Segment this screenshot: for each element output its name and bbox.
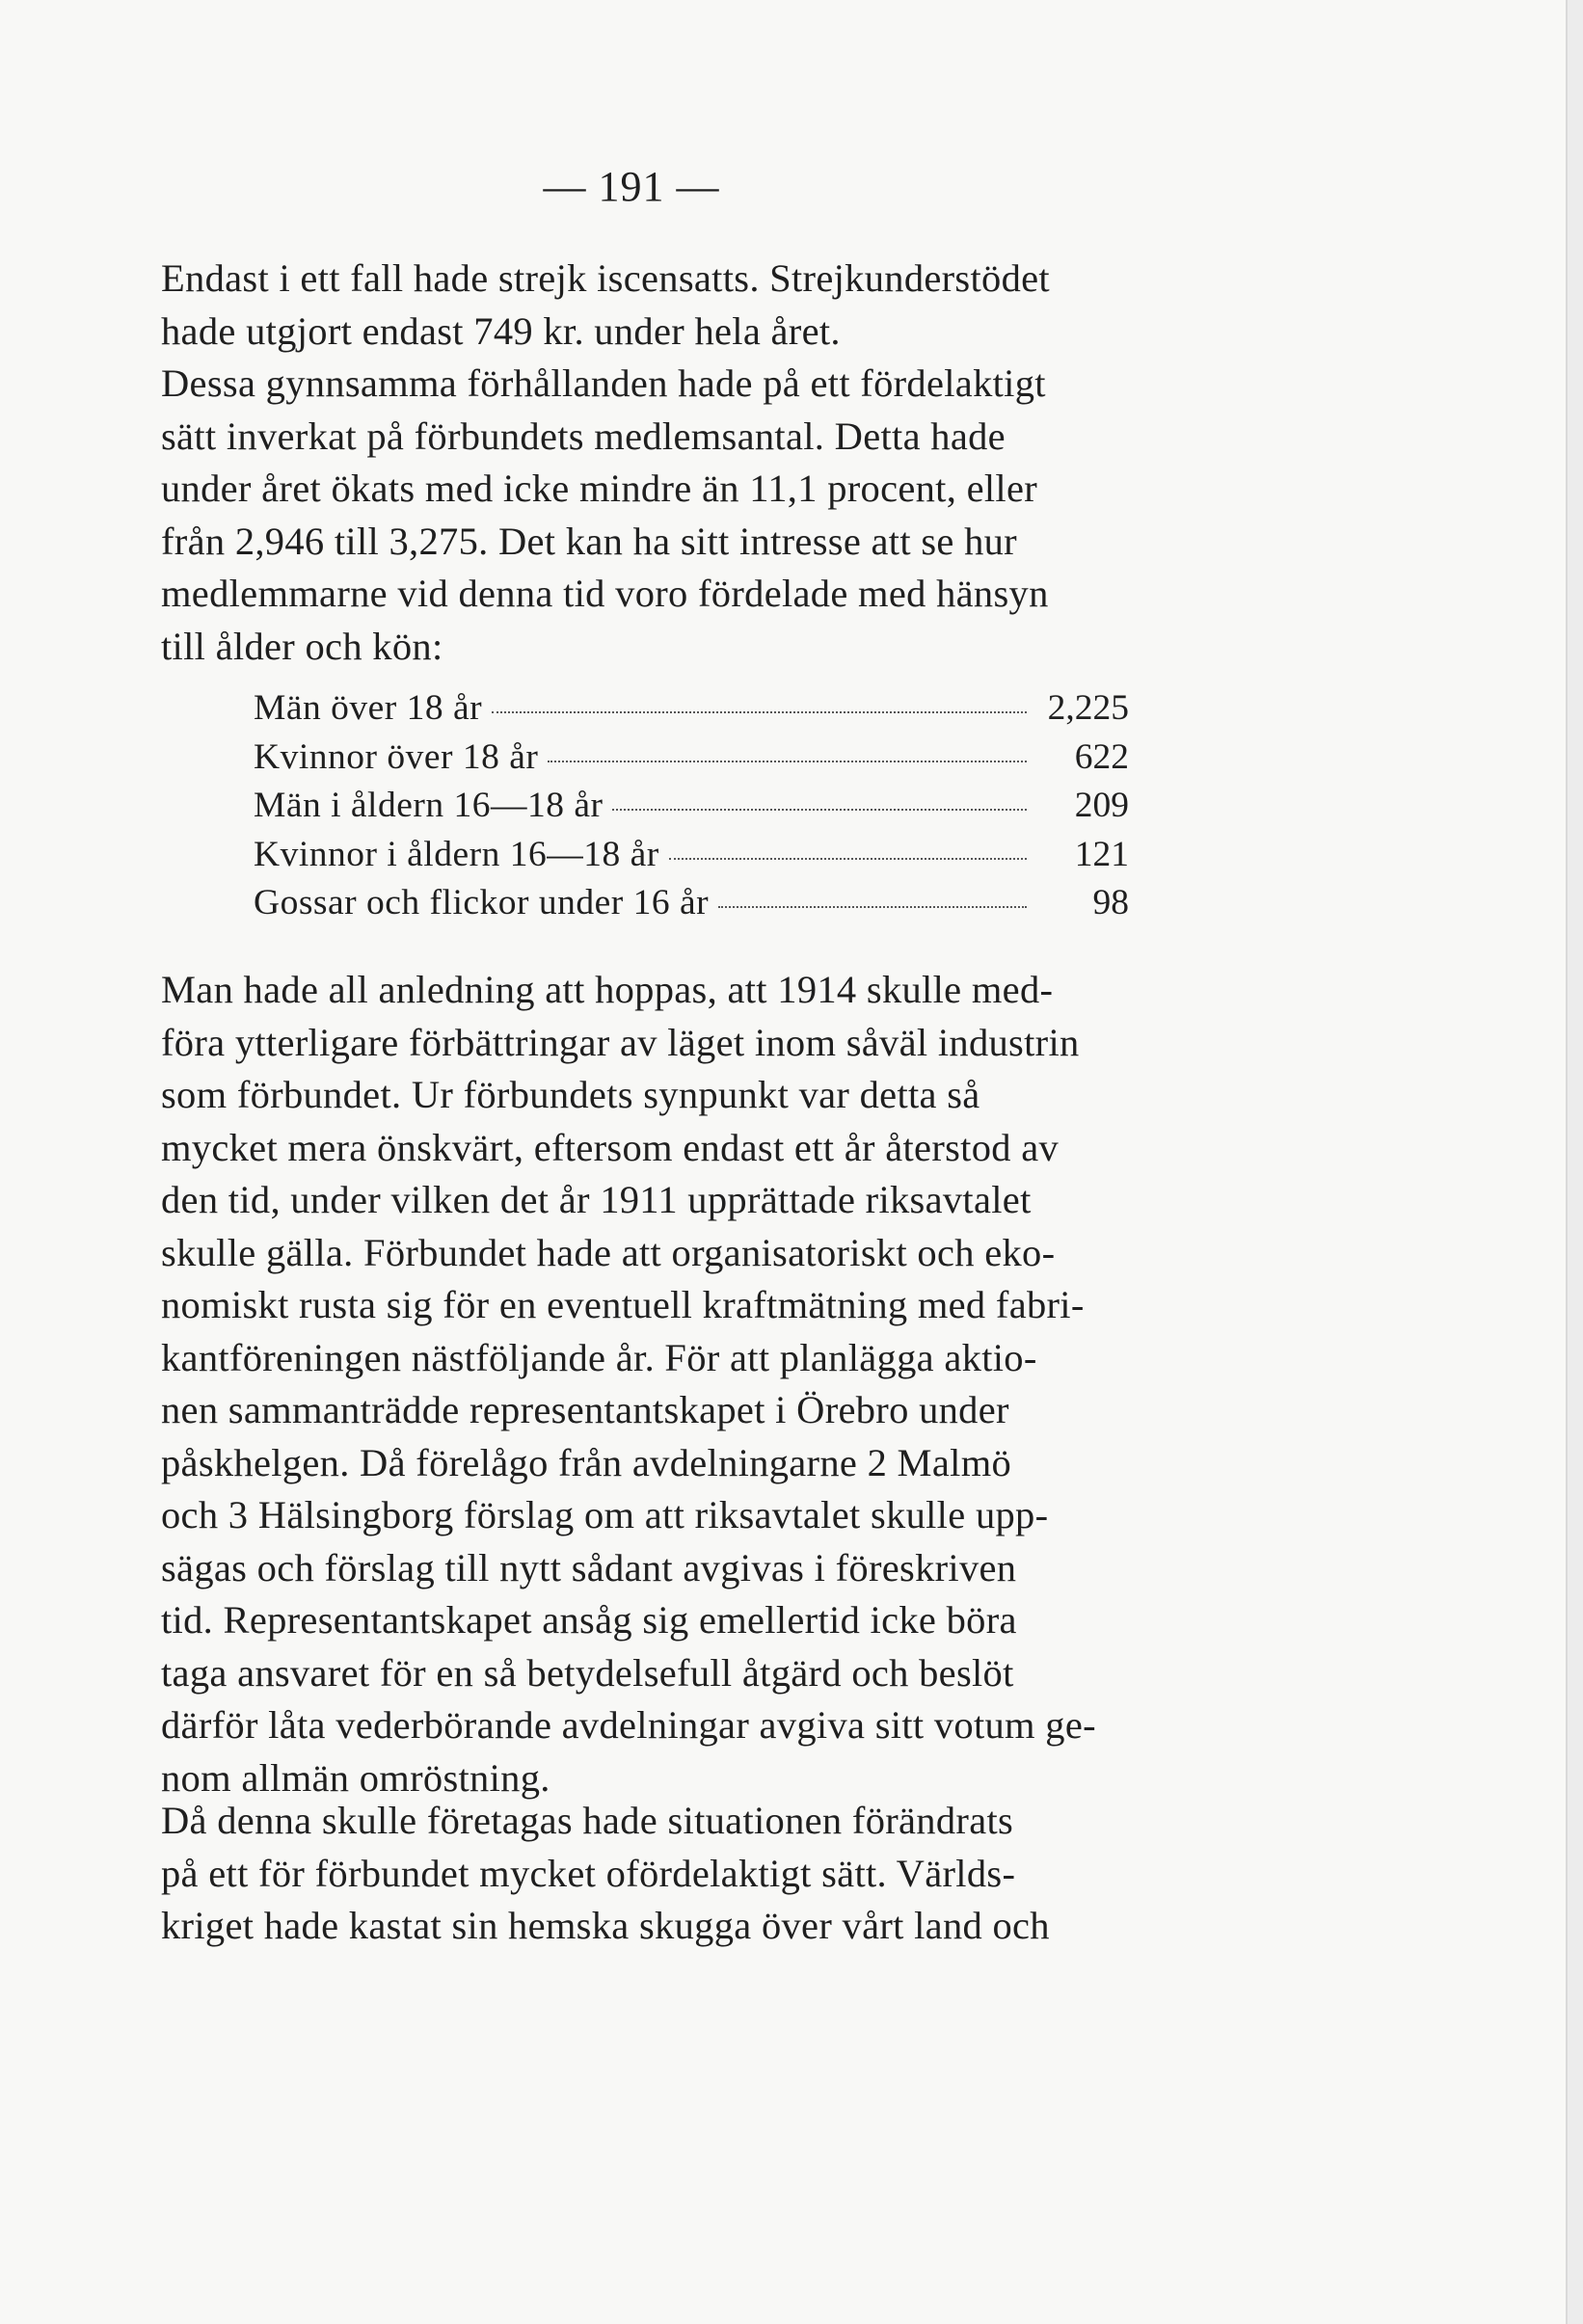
row-label: Gossar och flickor under 16 år [254, 883, 710, 922]
dot-leader [492, 711, 1027, 713]
member-distribution-table [254, 687, 1129, 931]
table-row [254, 882, 1129, 931]
table-row [254, 687, 1129, 736]
dot-leader [612, 809, 1027, 811]
page-edge [1566, 0, 1583, 2324]
paragraph-membership: Endast i ett fall hade strejk iscensatts. Strejkunderstödet hade utgjort endast 749 kr. under hela året. Dessa gynnsamma förhållanden hade på ett fördelaktigt sätt inverkat på förbundets medlemsantal. Detta hade under året ökats med icke mindre än 11,1 procent, eller från 2,946 till 3,275. Det kan ha sitt intresse att se hur medlemmarne vid denna tid voro fördelade med hänsyn till ålder och kön: [161, 256, 1050, 668]
dot-leader [669, 858, 1027, 860]
row-label: Kvinnor i åldern 16—18 år [254, 834, 659, 874]
row-value: 98 [1092, 883, 1129, 922]
row-value: 121 [1074, 834, 1129, 874]
row-value: 2,225 [1047, 688, 1129, 728]
table-row [254, 736, 1129, 786]
dot-leader [548, 761, 1027, 762]
table-row [254, 785, 1129, 834]
row-label: Kvinnor över 18 år [254, 736, 539, 777]
table-row [254, 834, 1129, 883]
row-value: 622 [1074, 736, 1129, 777]
paragraph-negotiations: Man hade all anledning att hoppas, att 1914 skulle med- föra ytterligare förbättringar av läget inom såväl industrin som förbundet. Ur förbundets synpunkt var detta så mycket mera önskvärt, eftersom endast ett år återstod av den tid, under vilken det år 1911 upprättade riksavtalet skulle gälla. Förbundet hade att organisatoriskt och eko- nomiskt rusta sig för en eventuell kraftmätning med fabri- kantföreningen nästföljande år. För att planlägga aktio- nen sammanträdde representantskapet i Örebro under påskhelgen. Då förelågo från avdelningarne 2 Malmö och 3 Hälsingborg förslag om att riksavtalet skulle upp- sägas och förslag till nytt sådant avgivas i föreskriven tid. Representantskapet ansåg sig emellertid icke böra taga ansvaret för en så betydelsefull åtgärd och beslöt därför låta vederbörande avdelningar avgiva sitt votum ge- nom allmän omröstning. [161, 968, 1096, 1800]
page-number: — 191 — [543, 163, 720, 210]
paragraph-war: Då denna skulle företagas hade situationen förändrats på ett för förbundet mycket ofördelaktigt sätt. Världs- kriget hade kastat sin hemska skugga över vårt land och [161, 1799, 1050, 1947]
row-value: 209 [1074, 786, 1129, 825]
dot-leader [718, 906, 1027, 908]
row-label: Män över 18 år [254, 688, 483, 728]
row-label: Män i åldern 16—18 år [254, 786, 604, 825]
